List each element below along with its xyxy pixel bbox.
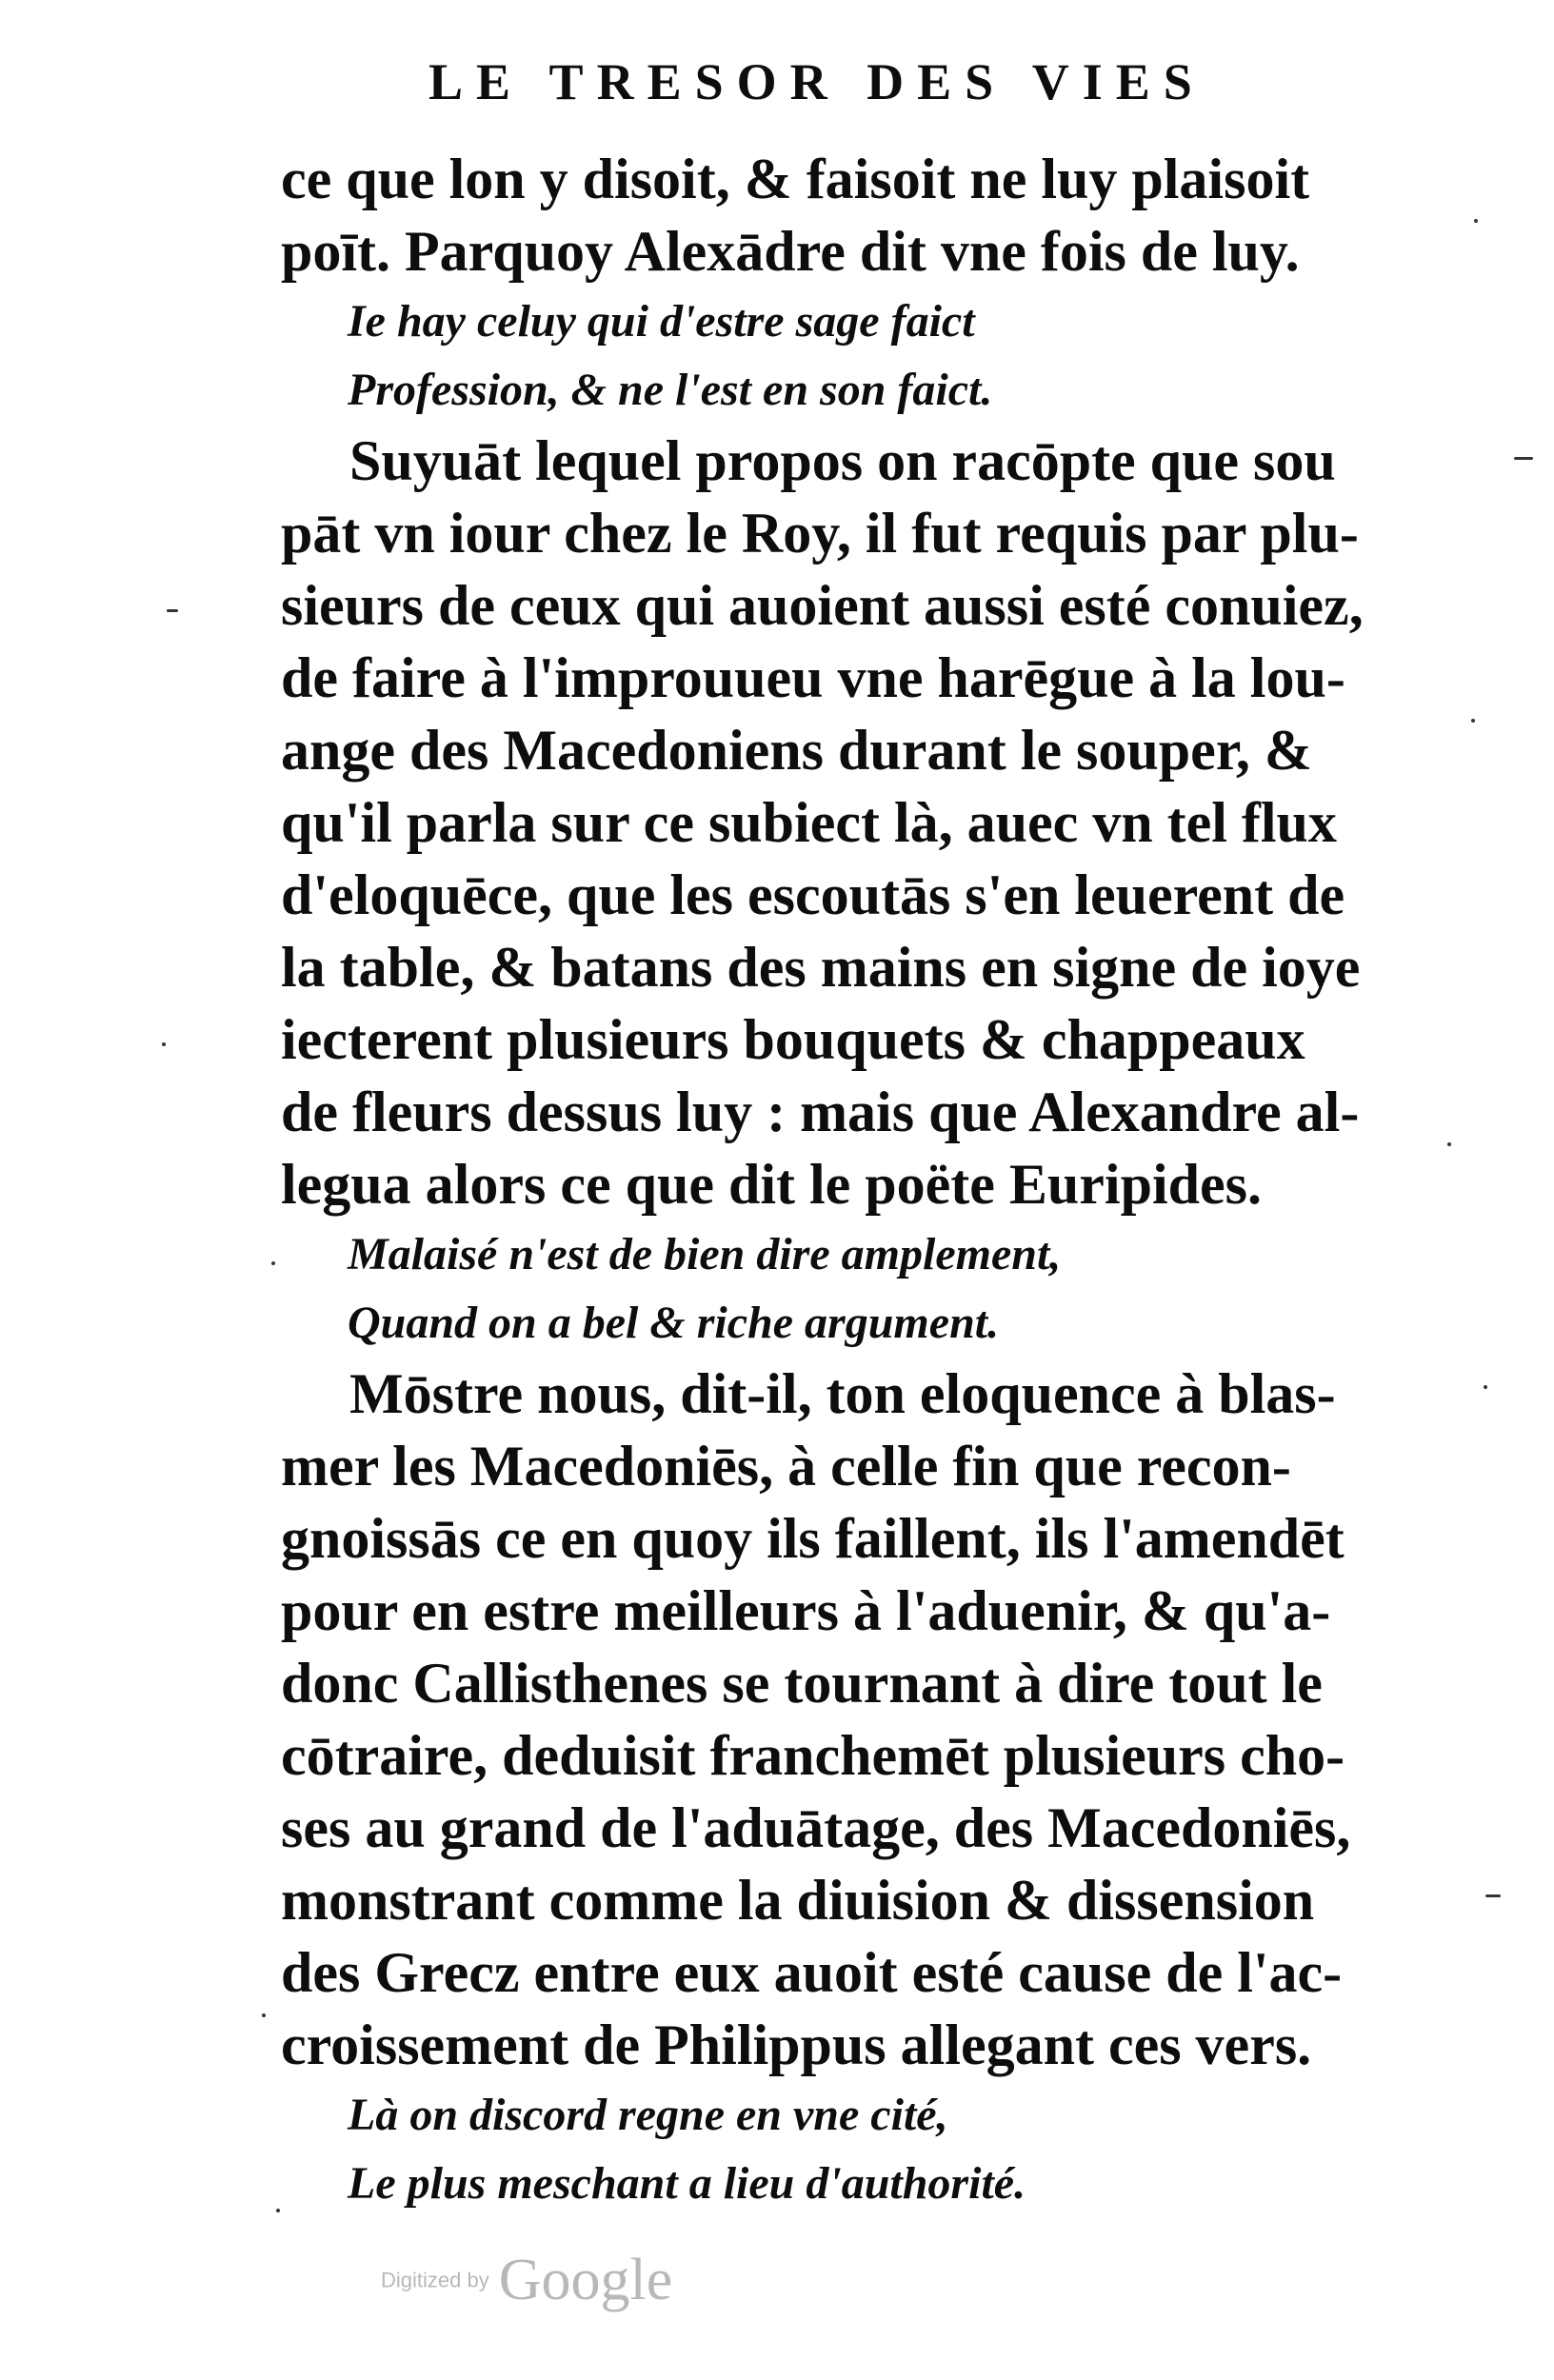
text-line: pour en estre meilleurs à l'aduenir, & qu'a- — [281, 1579, 1331, 1642]
digitized-by-watermark — [381, 2247, 672, 2314]
scan-speck — [1471, 719, 1475, 723]
page-body — [281, 143, 1462, 2218]
text-line: mer les Macedoniēs, à celle fin que recon- — [281, 1435, 1291, 1497]
scan-speck — [1514, 457, 1533, 460]
scan-speck — [271, 1261, 275, 1265]
scan-speck — [1447, 1142, 1451, 1146]
verse-line: Malaisé n'est de bien dire amplement, — [348, 1229, 1062, 1279]
text-line: pāt vn iour chez le Roy, il fut requis par plu- — [281, 502, 1359, 565]
watermark-prefix: Digitized by — [381, 2268, 489, 2292]
text-line: de faire à l'improuueu vne harēgue à la lou- — [281, 646, 1345, 709]
verse-line: Quand on a bel & riche argument. — [348, 1298, 1000, 1348]
text-line: gnoissās ce en quoy ils faillent, ils l'amendēt — [281, 1507, 1345, 1570]
running-title: LE TRESOR DES VIES — [428, 53, 1205, 110]
text-line: sieurs de ceux qui auoient aussi esté conuiez, — [281, 574, 1364, 637]
text-line: Suyuāt lequel propos on racōpte que sou — [349, 429, 1336, 492]
verse-line: Là on discord regne en vne cité, — [348, 2090, 948, 2140]
text-line: d'eloquēce, que les escoutās s'en leuerent de — [281, 863, 1345, 926]
scan-speck — [1474, 219, 1478, 223]
scan-speck — [1484, 1385, 1487, 1389]
scan-speck — [162, 1042, 166, 1046]
verse-line: Ie hay celuy qui d'estre sage faict — [348, 296, 975, 347]
text-line: iecterent plusieurs bouquets & chappeaux — [281, 1008, 1305, 1071]
text-line: ange des Macedoniens durant le souper, & — [281, 719, 1312, 782]
scan-speck — [167, 609, 178, 612]
text-line: poīt. Parquoy Alexādre dit vne fois de luy. — [281, 220, 1300, 283]
verse-line: Le plus meschant a lieu d'authorité. — [348, 2158, 1026, 2209]
text-line: qu'il parla sur ce subiect là, auec vn tel flux — [281, 791, 1337, 854]
text-line: donc Callisthenes se tournant à dire tout le — [281, 1652, 1323, 1715]
text-line: des Grecz entre eux auoit esté cause de l'ac- — [281, 1941, 1343, 2004]
verse-line: Profession, & ne l'est en son faict. — [348, 365, 993, 415]
text-line: cōtraire, deduisit franchemēt plusieurs cho- — [281, 1724, 1345, 1787]
scan-speck — [276, 2209, 280, 2212]
text-line: de fleurs dessus luy : mais que Alexandre al- — [281, 1081, 1360, 1143]
text-line: croissement de Philippus allegant ces vers. — [281, 2013, 1312, 2076]
text-line: monstrant comme la diuision & dissension — [281, 1869, 1315, 1932]
text-line: ce que lon y disoit, & faisoit ne luy plaisoit — [281, 148, 1310, 210]
text-line: Mōstre nous, dit-il, ton eloquence à blas- — [349, 1362, 1336, 1425]
scan-speck — [262, 2013, 266, 2017]
scan-speck — [1485, 1894, 1501, 1897]
text-line: ses au grand de l'aduātage, des Macedoniēs, — [281, 1796, 1351, 1859]
text-line: legua alors ce que dit le poëte Euripides. — [281, 1153, 1262, 1216]
google-logo: Google — [498, 2248, 673, 2312]
text-line: la table, & batans des mains en signe de ioye — [281, 936, 1361, 999]
